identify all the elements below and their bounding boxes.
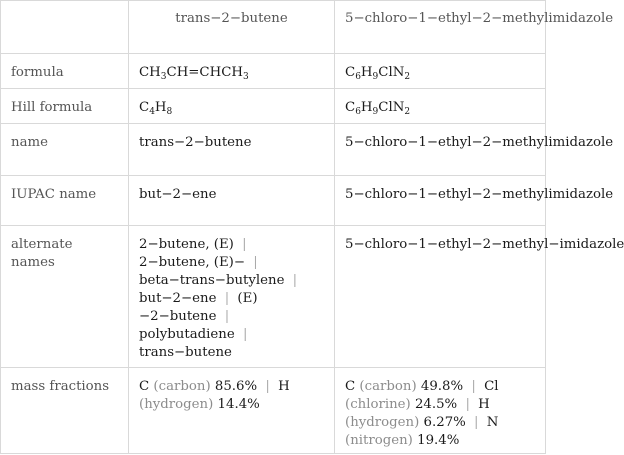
formula-subscript: 4	[149, 107, 155, 117]
hill-formula-compound-1	[129, 89, 335, 124]
element-symbol: Cl	[484, 379, 499, 394]
row-hill-formula	[1, 89, 546, 124]
row-name	[1, 124, 546, 176]
formula-subscript: 2	[404, 107, 411, 117]
element-name-text: nitrogen	[350, 433, 408, 448]
row-iupac-name	[1, 176, 546, 226]
mass-fraction-value: 19.4%	[417, 433, 460, 448]
formula-subscript: 2	[404, 72, 411, 82]
hill-formula-compound-2	[335, 89, 546, 124]
row-label-mass-fractions: mass fractions	[1, 368, 129, 454]
element-name: (hydrogen)	[345, 415, 420, 430]
list-separator: |	[465, 397, 470, 412]
alternate-names-compound-1	[129, 226, 335, 368]
formula-element: H	[154, 100, 167, 115]
formula-element: H	[360, 100, 373, 115]
element-name: (nitrogen)	[345, 433, 413, 448]
header-compound-2: 5−chloro−1−ethyl−2−methylimidazole	[335, 1, 546, 54]
element-name-text: hydrogen	[350, 415, 415, 430]
element-name: (carbon)	[359, 379, 417, 394]
formula-subscript: 6	[355, 107, 361, 117]
mass-fraction-value: 6.27%	[423, 415, 466, 430]
mass-fraction-value: 14.4%	[217, 397, 260, 412]
element-symbol: H	[278, 379, 290, 394]
element-name: (carbon)	[153, 379, 211, 394]
formula-subscript: 8	[166, 107, 173, 117]
mass-fraction-entry	[139, 379, 257, 394]
mass-fractions-compound-1	[129, 368, 335, 454]
row-label-name: name	[1, 124, 129, 176]
formula-element: ClN	[378, 65, 405, 80]
row-label-alternate-names: alternate names	[1, 226, 129, 368]
formula-subscript: 9	[372, 72, 379, 82]
element-name: (hydrogen)	[139, 397, 214, 412]
formula-subscript: 3	[160, 72, 167, 82]
formula-element: ClN	[378, 100, 405, 115]
header-row	[1, 1, 546, 54]
iupac-name-compound-2: 5−chloro−1−ethyl−2−methylimidazole	[335, 176, 546, 226]
alternate-name: but−2−ene	[139, 291, 217, 306]
row-alternate-names	[1, 226, 546, 368]
iupac-name-compound-1: but−2−ene	[129, 176, 335, 226]
alternate-name: trans−butene	[139, 345, 232, 360]
row-mass-fractions	[1, 368, 546, 454]
element-name-text: carbon	[158, 379, 206, 394]
element-symbol: C	[139, 379, 150, 394]
mass-fraction-value: 24.5%	[414, 397, 458, 412]
formula-subscript: 6	[355, 72, 361, 82]
formula-element: C	[139, 100, 150, 115]
mass-fraction-value: 85.6%	[214, 379, 258, 394]
mass-fraction-entry	[345, 379, 463, 394]
list-separator: |	[224, 309, 230, 324]
list-separator: |	[292, 273, 298, 288]
alternate-names-compound-2	[335, 226, 624, 368]
formula-compound-1	[129, 54, 335, 89]
mass-fractions-compound-2	[335, 368, 546, 454]
list-separator: |	[224, 291, 230, 306]
list-separator: |	[471, 379, 476, 394]
alternate-name: (E)−2−butene	[139, 291, 258, 324]
alternate-name: 2−butene, (E)−	[139, 255, 245, 270]
header-empty-cell	[1, 1, 129, 54]
element-symbol: N	[486, 415, 499, 430]
formula-element: H	[360, 65, 373, 80]
alternate-name: polybutadiene	[139, 327, 235, 342]
alternate-name: 2−butene, (E)	[139, 237, 234, 252]
formula-element: C	[345, 65, 356, 80]
formula-element: CH	[139, 65, 161, 80]
formula-element: C	[345, 100, 356, 115]
element-name-text: carbon	[364, 379, 412, 394]
formula-subscript: 9	[372, 107, 379, 117]
element-symbol: H	[478, 397, 490, 412]
row-formula	[1, 54, 546, 89]
list-separator: |	[242, 237, 247, 252]
formula-element: CH=CHCH	[166, 65, 243, 80]
alternate-name: 5−chloro−1−ethyl−2−methyl−imidazole	[345, 237, 624, 252]
header-compound-1: trans−2−butene	[129, 1, 335, 54]
row-label-formula: formula	[1, 54, 129, 89]
row-label-iupac-name: IUPAC name	[1, 176, 129, 226]
list-separator: |	[265, 379, 270, 394]
element-name-text: hydrogen	[144, 397, 209, 412]
formula-subscript: 3	[242, 72, 249, 82]
element-symbol: C	[345, 379, 356, 394]
row-label-hill-formula: Hill formula	[1, 89, 129, 124]
formula-compound-2	[335, 54, 546, 89]
element-name-text: chlorine	[350, 397, 406, 412]
list-separator: |	[242, 327, 248, 342]
name-compound-1: trans−2−butene	[129, 124, 335, 176]
alternate-name: beta−trans−butylene	[139, 273, 285, 288]
name-compound-2: 5−chloro−1−ethyl−2−methylimidazole	[335, 124, 546, 176]
list-separator: |	[474, 415, 479, 430]
element-name: (chlorine)	[345, 397, 411, 412]
mass-fraction-value: 49.8%	[420, 379, 464, 394]
list-separator: |	[253, 255, 258, 270]
